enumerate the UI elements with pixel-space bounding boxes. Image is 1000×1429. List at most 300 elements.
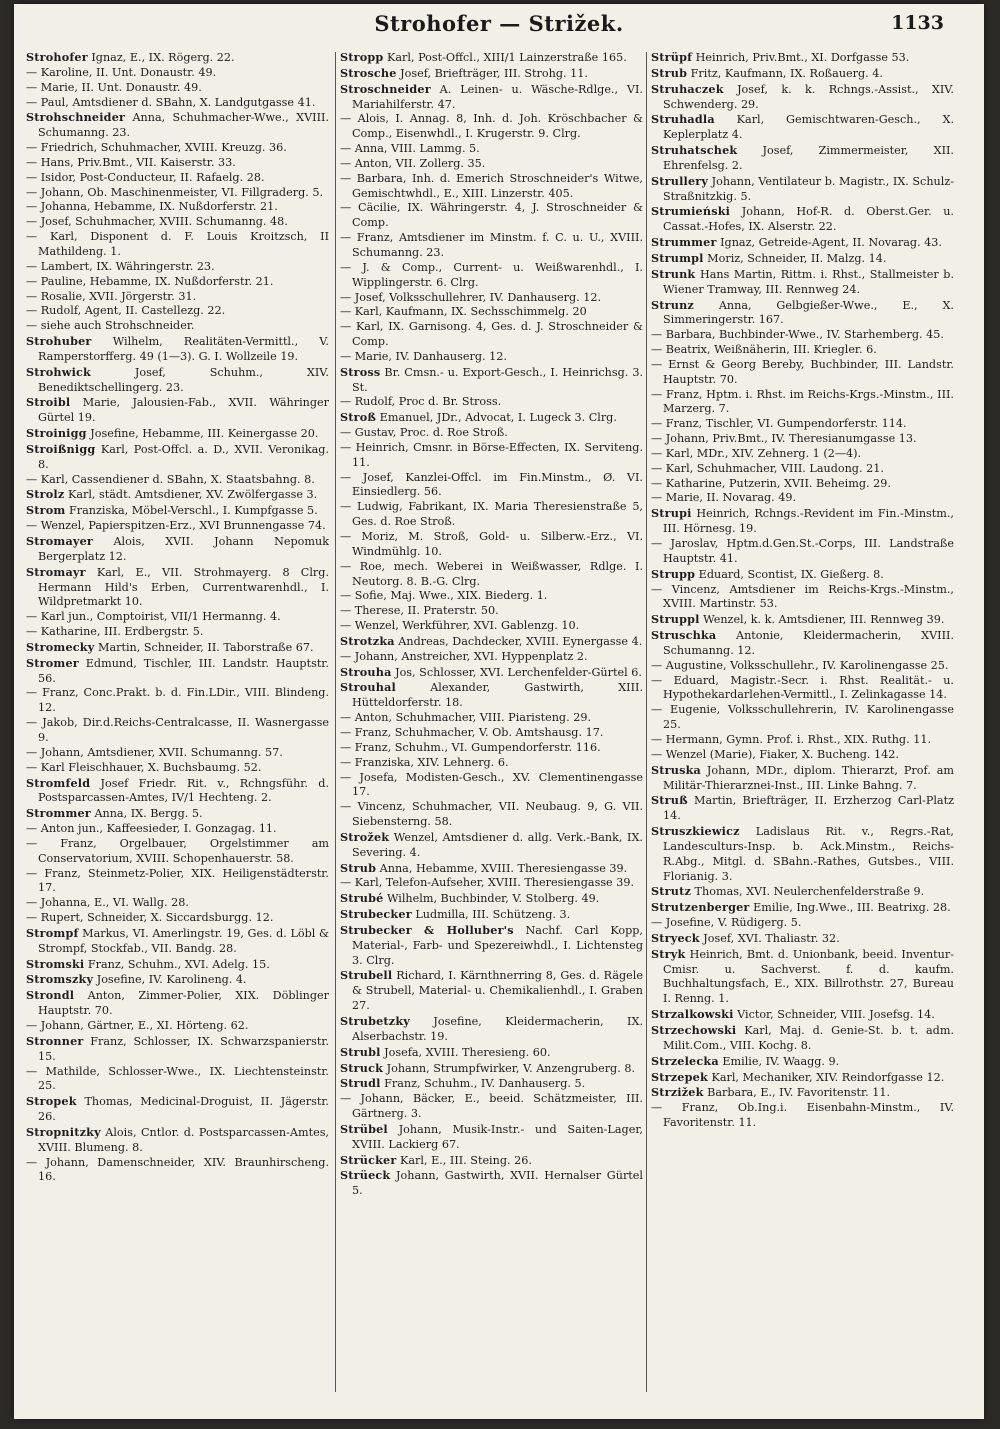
entry-surname: Stronner [26, 1033, 84, 1048]
column-right [651, 50, 954, 1390]
directory-entry [340, 634, 643, 650]
entry-details: Josef, Briefträger, III. Strohg. 11. [396, 66, 588, 80]
entry-details: — Karl, Schuhmacher, VIII. Laudong. 21. [651, 461, 884, 475]
entry-surname: Strubecker [340, 907, 412, 922]
entry-details: — Anton jun., Kaffeesieder, I. Gonzagag. 11. [26, 822, 277, 836]
entry-surname: Strzepek [651, 1069, 708, 1084]
entry-surname: Stromayr [26, 564, 86, 579]
directory-entry [340, 426, 643, 441]
directory-entry [651, 388, 954, 418]
directory-entry [651, 298, 954, 329]
entry-details: — Hans, Priv.Bmt., VII. Kaiserstr. 33. [26, 155, 236, 169]
directory-entry [26, 640, 329, 656]
directory-entry [26, 503, 329, 519]
directory-entry [651, 1054, 954, 1070]
directory-entry [340, 907, 643, 923]
directory-entry [26, 66, 329, 81]
directory-entry [26, 519, 329, 534]
entry-details: — Karl Fleischhauer, X. Buchsbaumg. 52. [26, 760, 262, 774]
directory-entry [340, 711, 643, 726]
entry-details: — Pauline, Hebamme, IX. Nußdorferstr. 21. [26, 274, 274, 288]
directory-entry [340, 830, 643, 861]
entry-details: — Karl, Telefon-Aufseher, XVIII. Theresiengasse 39. [340, 876, 635, 890]
entry-details: — Johann, Bäcker, E., beeid. Schätzmeister, III. Gärtnerg. 3. [340, 1092, 643, 1121]
entry-details: Karl, Mechaniker, XIV. Reindorfgasse 12. [707, 1070, 945, 1084]
entry-surname: Strzechowski [651, 1023, 737, 1037]
directory-entry [26, 473, 329, 488]
entry-details: A. Leinen- u. Wäsche-Rdlge., VI. Mariahilferstr. 47. [352, 82, 643, 111]
directory-entry [651, 628, 954, 659]
entry-details: Martin, Schneider, II. Taborstraße 67. [94, 640, 314, 654]
directory-entry [26, 911, 329, 926]
entry-surname: Stropek [26, 1094, 77, 1109]
directory-entry [340, 172, 643, 202]
directory-entry [26, 716, 329, 746]
directory-entry [340, 1092, 643, 1122]
directory-entry [651, 204, 954, 235]
column-middle [340, 50, 643, 1390]
entry-surname: Struska [651, 762, 701, 777]
directory-entry [651, 793, 954, 824]
entry-details: Heinrich, Priv.Bmt., XI. Dorfgasse 53. [692, 51, 910, 64]
directory-entry [340, 66, 643, 82]
entry-surname: Strüpf [651, 50, 693, 64]
entry-details: — siehe auch Strohschneider. [26, 319, 195, 333]
entry-details: Alois, XVII. Johann Nepomuk Bergerplatz 12. [38, 535, 329, 563]
entry-details: — Vincenz, Amtsdiener im Reichs-Krgs.-Minstm., XVIII. Martinstr. 53. [651, 582, 954, 611]
entry-surname: Strompf [26, 925, 79, 940]
directory-entry [651, 583, 954, 613]
entry-surname: Stromer [26, 655, 79, 670]
entry-details: Emilie, IV. Waagg. 9. [718, 1054, 840, 1068]
entry-surname: Strouha [340, 664, 392, 679]
directory-entry [340, 1168, 643, 1199]
entry-details: — Rudolf, Agent, II. Castellezg. 22. [26, 304, 226, 318]
entry-details: — Franz, Orgelbauer, Orgelstimmer am Conservatorium, XVIII. Schopenhauerstr. 58. [26, 836, 329, 865]
directory-entry [26, 837, 329, 867]
directory-entry [651, 1101, 954, 1131]
entry-details: Markus, VI. Amerlingstr. 19, Ges. d. Löbl & Strompf, Stockfab., VII. Bandg. 28. [38, 926, 329, 955]
directory-entry [340, 291, 643, 306]
directory-entry [651, 251, 954, 267]
entry-details: — Josef, Volksschullehrer, IV. Danhauserg. 12. [340, 290, 602, 304]
entry-details: — Beatrix, Weißnäherin, III. Kriegler. 6. [651, 343, 877, 357]
entry-surname: Strubé [340, 891, 384, 906]
directory-entry [26, 1065, 329, 1095]
directory-entry [340, 560, 643, 590]
directory-entry [340, 650, 643, 665]
directory-entry [651, 417, 954, 432]
entry-details: Jos, Schlosser, XVI. Lerchenfelder-Gürtel 6. [391, 665, 642, 679]
directory-entry [340, 157, 643, 172]
entry-details: Wenzel, Amtsdiener d. allg. Verk.-Bank, IX. Severing. 4. [352, 830, 643, 859]
entry-details: — Sofie, Maj. Wwe., XIX. Biederg. 1. [340, 589, 548, 603]
directory-entry [340, 201, 643, 231]
directory-entry [651, 763, 954, 794]
entry-surname: Strohuber [26, 334, 92, 349]
entry-details: — Johann, Ob. Maschinenmeister, VI. Fillgraderg. 5. [26, 185, 324, 199]
entry-details: Anna, Gelbgießer-Wwe., E., X. Simmeringerstr. 167. [663, 298, 954, 327]
directory-entry [340, 500, 643, 530]
entry-details: — Lambert, IX. Währingerstr. 23. [26, 259, 215, 273]
entry-details: — Ernst & Georg Bereby, Buchbinder, III. Landstr. Hauptstr. 70. [651, 357, 954, 386]
entry-details: — Anton, VII. Zollerg. 35. [340, 156, 486, 170]
entry-details: — Karl, MDr., XIV. Zehnerg. 1 (2—4). [651, 446, 862, 460]
entry-surname: Strücker [340, 1152, 397, 1167]
entry-details: — Augustine, Volksschullehr., IV. Karolinengasse 25. [651, 658, 949, 672]
directory-entry [26, 746, 329, 761]
directory-entry [26, 896, 329, 911]
entry-surname: Stromszky [26, 972, 94, 987]
entry-surname: Strzižek [651, 1085, 704, 1100]
directory-entry [651, 703, 954, 733]
directory-entry [340, 726, 643, 741]
entry-surname: Strouhal [340, 680, 396, 695]
directory-entry [651, 477, 954, 492]
directory-entry [26, 656, 329, 687]
entry-details: — Josef, Schuhmacher, XVIII. Schumanng. 48. [26, 215, 288, 229]
entry-details: — Gustav, Proc. d. Roe Stroß. [340, 426, 508, 440]
entry-details: Ignaz, E., IX. Rögerg. 22. [87, 51, 235, 64]
entry-surname: Strumieński [651, 204, 731, 219]
entry-details: Br. Cmsn.- u. Export-Gesch., I. Heinrichsg. 3. St. [352, 365, 643, 394]
entry-details: — Therese, II. Praterstr. 50. [340, 604, 499, 618]
entry-details: — Franz, Ob.Ing.i. Eisenbahn-Minstm., IV. Favoritenstr. 11. [651, 1101, 954, 1130]
directory-entry [340, 604, 643, 619]
entry-details: — Franz, Steinmetz-Polier, XIX. Heiligenstädterstr. 17. [26, 866, 329, 895]
entry-surname: Stryk [651, 946, 686, 961]
entry-details: Marie, Jalousien-Fab., XVII. Währinger Gürtel 19. [38, 396, 329, 425]
entry-details: — Karl, Cassendiener d. SBahn, X. Staatsbahng. 8. [26, 472, 315, 486]
directory-entry [340, 142, 643, 157]
entry-details: — Johann, Amtsdiener, XVII. Schumanng. 57. [26, 745, 283, 759]
directory-entry [651, 1007, 954, 1023]
directory-entry [26, 806, 329, 822]
entry-details: Edmund, Tischler, III. Landstr. Hauptstr. 56. [38, 656, 329, 685]
directory-entry [26, 319, 329, 334]
entry-surname: Strosche [340, 65, 397, 80]
directory-entry [651, 659, 954, 674]
entry-details: Josefine, IV. Karolineng. 4. [93, 973, 247, 987]
entry-details: — Jakob, Dir.d.Reichs-Centralcasse, II. Wasnergasse 9. [26, 716, 329, 744]
directory-entry [651, 1023, 954, 1054]
directory-entry [340, 112, 643, 142]
entry-surname: Strübel [340, 1121, 388, 1136]
directory-entry [26, 426, 329, 442]
entry-details: — Josef, Kanzlei-Offcl. im Fin.Minstm., Ø. VI. Einsiedlerg. 56. [340, 470, 643, 499]
entry-details: Karl, Maj. d. Genie-St. b. t. adm. Milit.Com., VIII. Kochg. 8. [663, 1024, 954, 1052]
entry-details: — Karoline, II. Unt. Donaustr. 49. [26, 65, 217, 79]
directory-entry [340, 741, 643, 756]
entry-details: — Rosalie, XVII. Jörgerstr. 31. [26, 289, 197, 303]
entry-details: Josef, Schuhm., XIV. Benediktschellingerg. 23. [38, 365, 329, 394]
entry-details: Franz, Schuhm., XVI. Adelg. 15. [84, 957, 270, 971]
entry-surname: Strutz [651, 884, 691, 899]
entry-surname: Strupi [651, 506, 692, 521]
entry-details: — Josefa, Modisten-Gesch., XV. Clementinengasse 17. [340, 770, 643, 799]
entry-details: — Heinrich, Cmsnr. in Börse-Effecten, IX. Serviteng. 11. [340, 440, 643, 469]
entry-details: — Marie, II. Unt. Donaustr. 49. [26, 80, 202, 94]
entry-details: Wenzel, k. k. Amtsdiener, III. Rennweg 39. [699, 613, 945, 627]
directory-entry [340, 1076, 643, 1092]
entry-details: — Franz, Amtsdiener im Minstm. f. C. u. U., XVIII. Schumanng. 23. [340, 231, 643, 259]
directory-entry [651, 537, 954, 567]
directory-entry [651, 916, 954, 931]
entry-details: — Barbara, Buchbinder-Wwe., IV. Starhemberg. 45. [651, 328, 944, 342]
entry-details: — Anton, Schuhmacher, VIII. Piaristeng. 29. [340, 711, 592, 725]
entry-surname: Strupp [651, 566, 696, 581]
page-number: 1133 [891, 12, 944, 34]
entry-details: Johann, Hof-R. d. Oberst.Ger. u. Cassat.-Hofes, IX. Alserstr. 22. [663, 205, 954, 234]
entry-details: Thomas, XVI. Neulerchenfelderstraße 9. [691, 885, 925, 899]
directory-entry [26, 610, 329, 625]
entry-details: — Marie, II. Novarag. 49. [651, 491, 797, 505]
entry-details: Franz, Schuhm., IV. Danhauserg. 5. [380, 1077, 586, 1091]
entry-details: Emilie, Ing.Wwe., III. Beatrixg. 28. [749, 901, 951, 915]
entry-surname: Strotzka [340, 633, 395, 648]
entry-details: Thomas, Medicinal-Droguist, II. Jägerstr. 26. [38, 1095, 329, 1124]
entry-surname: Stroinigg [26, 426, 87, 441]
entry-surname: Struhadla [651, 112, 715, 127]
entry-details: — Karl jun., Comptoirist, VII/1 Hermanng. 4. [26, 610, 281, 624]
entry-surname: Strondl [26, 988, 75, 1003]
directory-entry [340, 1153, 643, 1169]
entry-surname: Strullery [651, 173, 709, 188]
directory-entry [26, 761, 329, 776]
directory-entry [26, 395, 329, 426]
directory-entry [340, 756, 643, 771]
directory-entry [26, 260, 329, 275]
entry-details: Josef Friedr. Rit. v., Rchngsführ. d. Postsparcassen-Amtes, IV/1 Hechteng. 2. [38, 776, 329, 805]
entry-details: — Roe, mech. Weberei in Weißwasser, Rdlge. I. Neutorg. 8. B.-G. Clrg. [340, 559, 643, 588]
entry-details: Karl, E., III. Steing. 26. [396, 1153, 532, 1167]
column-left [26, 50, 329, 1390]
entry-details: — Katharine, III. Erdbergstr. 5. [26, 625, 204, 639]
entry-details: Ludmilla, III. Schützeng. 3. [411, 908, 571, 922]
directory-entry [340, 968, 643, 1014]
directory-entry [340, 320, 643, 350]
entry-details: — Wenzel (Marie), Fiaker, X. Bucheng. 142. [651, 747, 899, 761]
directory-entry [651, 900, 954, 916]
entry-details: Anna, Schuhmacher-Wwe., XVIII. Schumanng. 23. [38, 111, 329, 140]
entry-details: — Johann, Priv.Bmt., IV. Theresianumgasse 13. [651, 432, 917, 446]
directory-entry [651, 358, 954, 388]
entry-surname: Strohschneider [26, 110, 126, 125]
entry-details: Josef, Zimmermeister, XII. Ehrenfelsg. 2. [663, 144, 954, 172]
entry-details: — Moriz, M. Stroß, Gold- u. Silberw.-Erz., VI. Windmühlg. 10. [340, 530, 643, 558]
directory-entry [340, 1045, 643, 1061]
directory-entry [340, 771, 643, 801]
entry-details: Karl, Gemischtwaren-Gesch., X. Keplerplatz 4. [663, 113, 954, 142]
directory-entry [26, 186, 329, 201]
directory-entry [651, 447, 954, 462]
directory-entry [340, 1014, 643, 1045]
directory-entry [340, 441, 643, 471]
entry-surname: Strožek [340, 829, 390, 844]
entry-surname: Stromayer [26, 534, 94, 548]
entry-surname: Stroß [340, 410, 377, 425]
directory-entry [340, 1122, 643, 1153]
entry-surname: Stropp [340, 50, 384, 64]
entry-details: — Karl, Kaufmann, IX. Sechsschimmelg. 20 [340, 305, 587, 319]
directory-entry [26, 96, 329, 111]
directory-entry [651, 947, 954, 1007]
entry-surname: Strom [26, 503, 66, 518]
page-header [14, 4, 984, 48]
directory-entry [26, 988, 329, 1019]
entry-details: — Eugenie, Volksschullehrerin, IV. Karolinengasse 25. [651, 703, 954, 732]
entry-surname: Strub [651, 65, 688, 80]
directory-entry [26, 110, 329, 141]
entry-details: Heinrich, Bmt. d. Unionbank, beeid. Inventur-Cmisr. u. Sachverst. f. d. kaufm. Buchhaltungsfach, E., XIX. Billrothstr. 27, Bureau I. Renng. 1. [663, 947, 954, 1006]
entry-details: Wilhelm, Realitäten-Vermittl., V. Ramperstorfferg. 49 (1—3). G. I. Wollzeile 19. [38, 335, 329, 363]
entry-surname: Strub [340, 860, 377, 875]
directory-entry [340, 395, 643, 410]
directory-entry [651, 235, 954, 251]
entry-details: — Franziska, XIV. Lehnerg. 6. [340, 755, 509, 769]
entry-details: Eduard, Scontist, IX. Gießerg. 8. [695, 567, 884, 581]
entry-details: — Katharine, Putzerin, XVII. Beheimg. 29. [651, 476, 891, 490]
directory-page [14, 4, 984, 1419]
directory-entry [26, 200, 329, 215]
directory-entry [340, 800, 643, 830]
entry-surname: Strumpl [651, 250, 704, 265]
entry-details: — Anna, VIII. Lammg. 5. [340, 142, 480, 156]
entry-surname: Struck [340, 1060, 384, 1075]
entry-details: — Vincenz, Schuhmacher, VII. Neubaug. 9, G. VII. Siebensterng. 58. [340, 800, 643, 829]
entry-details: Heinrich, Rchngs.-Revident im Fin.-Minstm., III. Hörnesg. 19. [663, 507, 954, 536]
entry-surname: Strzelecka [651, 1053, 719, 1068]
directory-entry [26, 442, 329, 473]
directory-entry [651, 491, 954, 506]
directory-entry [26, 822, 329, 837]
directory-entry [340, 861, 643, 877]
entry-details: — Eduard, Magistr.-Secr. i. Rhst. Realität.- u. Hypothekardarlehen-Vermittl., I. Zelinkagasse 14. [651, 673, 954, 702]
directory-entry [651, 1085, 954, 1101]
entry-details: — Barbara, Inh. d. Emerich Stroschneider's Witwe, Gemischtwhdl., E., XIII. Linzerstr. 405. [340, 171, 643, 200]
entry-surname: Strutzenberger [651, 900, 750, 915]
directory-entry [340, 876, 643, 891]
directory-entry [340, 589, 643, 604]
entry-details: — Franz, Schuhmacher, V. Ob. Amtshausg. 17. [340, 725, 604, 739]
directory-entry [340, 680, 643, 711]
entry-surname: Stromski [26, 956, 85, 971]
entry-details: Johann, MDr., diplom. Thierarzt, Prof. am Militär-Thierarznei-Inst., III. Linke Bahng. 7. [663, 763, 954, 792]
directory-entry [340, 365, 643, 396]
directory-entry [26, 215, 329, 230]
entry-details: Karl, städt. Amtsdiener, XV. Zwölfergasse 3. [64, 488, 318, 502]
directory-entry [651, 1070, 954, 1086]
directory-entry [26, 1156, 329, 1186]
directory-entry [340, 350, 643, 365]
directory-entry [651, 506, 954, 537]
entry-details: — Wenzel, Papierspitzen-Erz., XVI Brunnengasse 74. [26, 519, 326, 533]
directory-entry [26, 50, 329, 66]
entry-details: — Franz, Hptm. i. Rhst. im Reichs-Krgs.-Minstm., III. Marzerg. 7. [651, 387, 954, 416]
entry-details: — Johann, Damenschneider, XIV. Braunhirscheng. 16. [26, 1155, 329, 1184]
directory-entry [651, 343, 954, 358]
entry-details: — Paul, Amtsdiener d. SBahn, X. Landgutgasse 41. [26, 95, 316, 109]
entry-surname: Stryeck [651, 930, 700, 945]
directory-entry [26, 972, 329, 988]
entry-surname: Struhaczek [651, 81, 724, 96]
entry-surname: Stroißnigg [26, 441, 96, 456]
directory-entry [651, 674, 954, 704]
entry-details: Anton, Zimmer-Polier, XIX. Döblinger Hauptstr. 70. [38, 989, 329, 1018]
directory-entry [651, 328, 954, 343]
entry-details: Ladislaus Rit. v., Regrs.-Rat, Landesculturs-Insp. b. Ack.Minstm., Reichs-R.Abg., Mitgl. d. SBahn.-Rathes, Gutsbes., VIII. Florianig. 3. [663, 825, 954, 883]
entry-details: — J. & Comp., Current- u. Weißwarenhdl., I. Wipplingerstr. 6. Clrg. [340, 260, 643, 289]
directory-entry [26, 1125, 329, 1156]
entry-details: — Johanna, Hebamme, IX. Nußdorferstr. 21. [26, 200, 278, 214]
entry-details: — Franz, Schuhm., VI. Gumpendorferstr. 116. [340, 740, 601, 754]
entry-details: Josef, XVI. Thaliastr. 32. [699, 931, 840, 945]
entry-surname: Strunz [651, 297, 694, 312]
entry-details: — Johann, Gärtner, E., XI. Hörteng. 62. [26, 1019, 249, 1032]
entry-surname: Struß [651, 793, 688, 808]
directory-entry [651, 824, 954, 884]
entry-details: Johann, Ventilateur b. Magistr., IX. Schulz-Straßnitzkig. 5. [663, 174, 954, 203]
directory-entry [340, 471, 643, 501]
entry-surname: Strohwick [26, 364, 91, 379]
entry-details: Hans Martin, Rittm. i. Rhst., Stallmeister b. Wiener Tramway, III. Rennweg 24. [663, 267, 954, 296]
entry-surname: Stropnitzky [26, 1124, 101, 1139]
entry-surname: Strubecker & Holluber's [340, 922, 514, 937]
directory-entry [651, 931, 954, 947]
entry-details: — Josefine, V. Rüdigerg. 5. [651, 916, 802, 930]
directory-entry [26, 926, 329, 957]
entry-details: Emanuel, JDr., Advocat, I. Lugeck 3. Clrg. [376, 411, 617, 425]
entry-surname: Strunk [651, 266, 696, 281]
directory-entry [340, 50, 643, 66]
directory-entry [26, 776, 329, 807]
entry-details: Andreas, Dachdecker, XVIII. Eynergasse 4. [394, 634, 643, 648]
directory-entry [340, 665, 643, 681]
entry-surname: Stromfeld [26, 775, 91, 790]
entry-details: — Mathilde, Schlosser-Wwe., IX. Liechtensteinstr. 25. [26, 1064, 329, 1093]
directory-entry [651, 66, 954, 82]
entry-details: Josefine, Kleidermacherin, IX. Alserbachstr. 19. [352, 1015, 643, 1043]
directory-entry [340, 231, 643, 261]
entry-surname: Struschka [651, 628, 717, 643]
entry-details: — Ludwig, Fabrikant, IX. Maria Theresienstraße 5, Ges. d. Roe Stroß. [340, 500, 643, 529]
entry-details: Karl, Post-Offcl. a. D., XVII. Veronikag. 8. [38, 442, 329, 471]
directory-entry [340, 82, 643, 113]
entry-surname: Stross [340, 364, 381, 379]
directory-entry [26, 1034, 329, 1065]
directory-entry [651, 82, 954, 113]
entry-details: Richard, I. Kärnthnerring 8, Ges. d. Rägele & Strubell, Material- u. Chemikalienhdl., I. Graben 27. [352, 969, 643, 1013]
entry-surname: Strubl [340, 1044, 381, 1059]
directory-entry [26, 1019, 329, 1034]
entry-details: — Rudolf, Proc d. Br. Stross. [340, 395, 502, 409]
entry-surname: Strummer [651, 235, 717, 250]
entry-details: Moriz, Schneider, II. Malzg. 14. [703, 251, 887, 265]
entry-surname: Struhatschek [651, 143, 738, 158]
directory-entry [651, 143, 954, 174]
entry-details: — Marie, IV. Danhauserg. 12. [340, 349, 507, 363]
directory-entry [651, 112, 954, 143]
entry-details: Ignaz, Getreide-Agent, II. Novarag. 43. [716, 236, 942, 250]
directory-entry [651, 462, 954, 477]
directory-entry [26, 275, 329, 290]
entry-details: Martin, Briefträger, II. Erzherzog Carl-Platz 14. [663, 794, 954, 823]
directory-entry [340, 305, 643, 320]
entry-surname: Stroschneider [340, 81, 431, 96]
directory-entry [26, 230, 329, 260]
directory-entry [340, 619, 643, 634]
entry-surname: Strommer [26, 806, 91, 821]
